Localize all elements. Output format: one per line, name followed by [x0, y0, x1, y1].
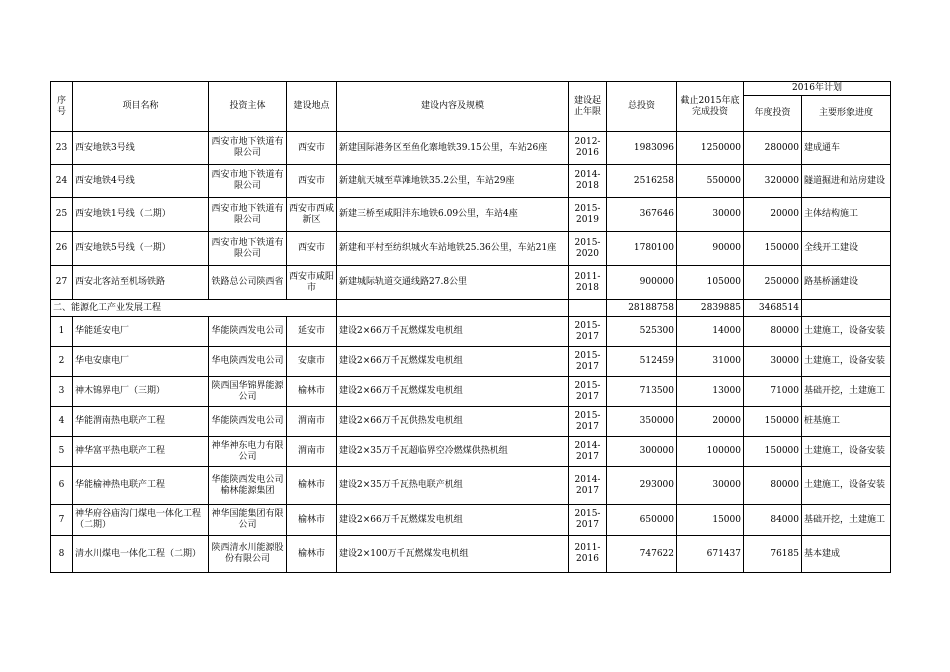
content-cell: 新建和平村至纺织城火车站地铁25.36公里，车站21座 [337, 232, 569, 266]
completed-investment-cell: 30000 [677, 198, 744, 232]
header-location: 建设地点 [287, 82, 337, 132]
table-row [51, 377, 891, 407]
project-name-cell: 华电安康电厂 [73, 347, 209, 377]
annual-investment-cell: 280000 [744, 132, 802, 165]
content-cell: 建设2×66万千瓦燃煤发电机组 [337, 505, 569, 536]
header-completed: 截止2015年底完成投资 [677, 82, 744, 132]
location-cell: 延安市 [287, 317, 337, 347]
period-cell: 2015-2017 [569, 505, 607, 536]
location-cell: 榆林市 [287, 467, 337, 505]
table-row [51, 317, 891, 347]
content-cell: 建设2×35万千瓦超临界空冷燃煤供热机组 [337, 437, 569, 467]
project-name-cell: 神华府谷庙沟门煤电一体化工程（二期） [73, 505, 209, 536]
content-cell: 建设2×35万千瓦热电联产机组 [337, 467, 569, 505]
period-cell: 2015-2019 [569, 198, 607, 232]
header-investor: 投资主体 [209, 82, 287, 132]
progress-cell: 隧道掘进和站房建设 [802, 165, 891, 198]
content-cell: 新建城际轨道交通线路27.8公里 [337, 266, 569, 300]
progress-cell: 土建施工，设备安装 [802, 347, 891, 377]
progress-cell: 建成通车 [802, 132, 891, 165]
period-cell: 2011-2016 [569, 536, 607, 573]
investor-cell: 华能陕西发电公司 [209, 407, 287, 437]
progress-cell: 基础开挖，土建施工 [802, 377, 891, 407]
completed-investment-cell: 1250000 [677, 132, 744, 165]
location-cell: 渭南市 [287, 407, 337, 437]
annual-investment-cell: 150000 [744, 437, 802, 467]
project-name-cell: 神木锦界电厂（三期） [73, 377, 209, 407]
total-investment-cell: 525300 [607, 317, 677, 347]
content-cell: 建设2×66万千瓦燃煤发电机组 [337, 347, 569, 377]
table-row [51, 505, 891, 536]
project-name-cell: 华能渭南热电联产工程 [73, 407, 209, 437]
progress-cell: 全线开工建设 [802, 232, 891, 266]
progress-cell: 路基桥涵建设 [802, 266, 891, 300]
investor-cell: 西安市地下铁道有限公司 [209, 132, 287, 165]
seq-cell: 26 [51, 232, 73, 266]
completed-investment-cell: 30000 [677, 467, 744, 505]
period-cell: 2014-2018 [569, 165, 607, 198]
period-cell: 2015-2017 [569, 377, 607, 407]
investor-cell: 铁路总公司陕西省 [209, 266, 287, 300]
seq-cell: 3 [51, 377, 73, 407]
seq-cell: 6 [51, 467, 73, 505]
total-investment-cell: 713500 [607, 377, 677, 407]
header-content: 建设内容及规模 [337, 82, 569, 132]
progress-cell: 主体结构施工 [802, 198, 891, 232]
content-cell: 建设2×66万千瓦燃煤发电机组 [337, 377, 569, 407]
investor-cell: 西安市地下铁道有限公司 [209, 165, 287, 198]
seq-cell: 1 [51, 317, 73, 347]
table-row [51, 165, 891, 198]
progress-cell: 基本建成 [802, 536, 891, 573]
header-name: 项目名称 [73, 82, 209, 132]
table-row [51, 467, 891, 505]
table-row [51, 232, 891, 266]
table-row [51, 407, 891, 437]
total-investment-cell: 900000 [607, 266, 677, 300]
investment-table [50, 81, 891, 573]
annual-investment-cell: 250000 [744, 266, 802, 300]
project-name-cell: 西安北客站至机场铁路 [73, 266, 209, 300]
period-cell: 2014-2017 [569, 467, 607, 505]
annual-investment-cell: 71000 [744, 377, 802, 407]
period-cell: 2015-2017 [569, 347, 607, 377]
total-investment-cell: 1983096 [607, 132, 677, 165]
investor-cell: 华能陕西发电公司 榆林能源集团 [209, 467, 287, 505]
location-cell: 安康市 [287, 347, 337, 377]
investor-cell: 华能陕西发电公司 [209, 317, 287, 347]
completed-investment-cell: 31000 [677, 347, 744, 377]
period-cell: 2015-2017 [569, 407, 607, 437]
header-annual: 年度投资 [744, 96, 802, 132]
annual-investment-cell: 84000 [744, 505, 802, 536]
seq-cell: 8 [51, 536, 73, 573]
project-name-cell: 西安地铁5号线（一期） [73, 232, 209, 266]
total-investment-cell: 747622 [607, 536, 677, 573]
location-cell: 西安市 [287, 165, 337, 198]
content-cell: 新建航天城至草滩地铁35.2公里，车站29座 [337, 165, 569, 198]
total-investment-cell: 650000 [607, 505, 677, 536]
header-period: 建设起止年限 [569, 82, 607, 132]
project-name-cell: 神华富平热电联产工程 [73, 437, 209, 467]
content-cell: 新建三桥至咸阳沣东地铁6.09公里，车站4座 [337, 198, 569, 232]
project-name-cell: 清水川煤电一体化工程（二期） [73, 536, 209, 573]
investor-cell: 陕西清水川能源股份有限公司 [209, 536, 287, 573]
location-cell: 西安市西咸新区 [287, 198, 337, 232]
completed-investment-cell: 550000 [677, 165, 744, 198]
location-cell: 榆林市 [287, 505, 337, 536]
completed-investment-cell: 671437 [677, 536, 744, 573]
progress-cell: 土建施工，设备安装 [802, 467, 891, 505]
annual-investment-cell: 320000 [744, 165, 802, 198]
progress-cell: 土建施工，设备安装 [802, 437, 891, 467]
location-cell: 榆林市 [287, 377, 337, 407]
investor-cell: 华电陕西发电公司 [209, 347, 287, 377]
project-name-cell: 西安地铁3号线 [73, 132, 209, 165]
header-plan: 2016年计划 [744, 82, 891, 96]
total-investment-cell: 1780100 [607, 232, 677, 266]
total-investment-cell: 512459 [607, 347, 677, 377]
seq-cell: 5 [51, 437, 73, 467]
annual-investment-cell: 80000 [744, 467, 802, 505]
content-cell: 建设2×100万千瓦燃煤发电机组 [337, 536, 569, 573]
project-name-cell: 华能榆神热电联产工程 [73, 467, 209, 505]
annual-investment-cell: 150000 [744, 407, 802, 437]
annual-investment-cell: 80000 [744, 317, 802, 347]
completed-investment-cell: 15000 [677, 505, 744, 536]
table-row [51, 347, 891, 377]
section-total: 28188758 [607, 300, 677, 317]
header-seq: 序号 [51, 82, 73, 132]
investor-cell: 陕西国华锦界能源公司 [209, 377, 287, 407]
header-total: 总投资 [607, 82, 677, 132]
progress-cell: 基础开挖，土建施工 [802, 505, 891, 536]
project-name-cell: 西安地铁4号线 [73, 165, 209, 198]
seq-cell: 23 [51, 132, 73, 165]
period-cell: 2012-2016 [569, 132, 607, 165]
location-cell: 渭南市 [287, 437, 337, 467]
content-cell: 建设2×66万千瓦供热发电机组 [337, 407, 569, 437]
content-cell: 建设2×66万千瓦燃煤发电机组 [337, 317, 569, 347]
total-investment-cell: 350000 [607, 407, 677, 437]
seq-cell: 4 [51, 407, 73, 437]
table-row [51, 536, 891, 573]
investor-cell: 西安市地下铁道有限公司 [209, 232, 287, 266]
total-investment-cell: 2516258 [607, 165, 677, 198]
progress-cell: 土建施工，设备安装 [802, 317, 891, 347]
table-row [51, 437, 891, 467]
investor-cell: 西安市地下铁道有限公司 [209, 198, 287, 232]
period-cell: 2014-2017 [569, 437, 607, 467]
seq-cell: 2 [51, 347, 73, 377]
section-annual: 3468514 [744, 300, 802, 317]
annual-investment-cell: 30000 [744, 347, 802, 377]
total-investment-cell: 367646 [607, 198, 677, 232]
total-investment-cell: 293000 [607, 467, 677, 505]
total-investment-cell: 300000 [607, 437, 677, 467]
investor-cell: 神华国能集团有限公司 [209, 505, 287, 536]
completed-investment-cell: 90000 [677, 232, 744, 266]
section-row [51, 300, 891, 317]
project-name-cell: 华能延安电厂 [73, 317, 209, 347]
annual-investment-cell: 150000 [744, 232, 802, 266]
investor-cell: 神华神东电力有限公司 [209, 437, 287, 467]
location-cell: 西安市 [287, 132, 337, 165]
seq-cell: 24 [51, 165, 73, 198]
completed-investment-cell: 14000 [677, 317, 744, 347]
location-cell: 西安市 [287, 232, 337, 266]
completed-investment-cell: 105000 [677, 266, 744, 300]
project-name-cell: 西安地铁1号线（二期） [73, 198, 209, 232]
location-cell: 榆林市 [287, 536, 337, 573]
period-cell: 2015-2020 [569, 232, 607, 266]
table-row [51, 198, 891, 232]
completed-investment-cell: 20000 [677, 407, 744, 437]
completed-investment-cell: 100000 [677, 437, 744, 467]
table-row [51, 266, 891, 300]
seq-cell: 25 [51, 198, 73, 232]
period-cell: 2015-2017 [569, 317, 607, 347]
location-cell: 西安市咸阳市 [287, 266, 337, 300]
completed-investment-cell: 13000 [677, 377, 744, 407]
content-cell: 新建国际港务区至鱼化寨地铁39.15公里，车站26座 [337, 132, 569, 165]
annual-investment-cell: 20000 [744, 198, 802, 232]
period-cell: 2011-2018 [569, 266, 607, 300]
header-progress: 主要形象进度 [802, 96, 891, 132]
seq-cell: 7 [51, 505, 73, 536]
section-title: 二、能源化工产业发展工程 [51, 300, 337, 317]
seq-cell: 27 [51, 266, 73, 300]
table-row [51, 132, 891, 165]
progress-cell: 桩基施工 [802, 407, 891, 437]
annual-investment-cell: 76185 [744, 536, 802, 573]
section-completed: 2839885 [677, 300, 744, 317]
